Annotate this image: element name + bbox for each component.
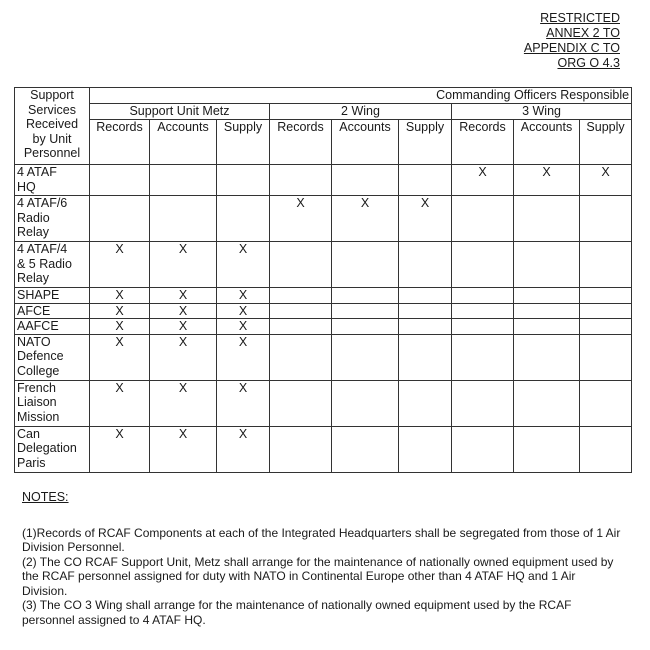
classification-line: RESTRICTED (540, 11, 620, 25)
responsibility-mark-cell (90, 165, 150, 196)
service-name-line: Can (17, 426, 40, 441)
responsibility-mark-cell (332, 165, 399, 196)
responsibility-mark-cell: X (217, 319, 270, 335)
subheader-records: Records (452, 120, 514, 165)
responsibility-mark-cell (580, 288, 632, 304)
service-name-line: Paris (17, 455, 46, 470)
services-header-line: by Unit (32, 131, 72, 146)
table-row (15, 196, 632, 242)
responsibility-mark-cell (580, 242, 632, 288)
responsibility-mark-cell (399, 165, 452, 196)
responsibility-mark-cell (332, 380, 399, 426)
appendix-line: APPENDIX C TO (523, 41, 620, 55)
responsibility-mark-cell: X (150, 334, 217, 380)
responsibility-mark-cell (452, 426, 514, 472)
note-3: (3) The CO 3 Wing shall arrange for the maintenance of nationally owned equipment used by the RCAF personnel assigned to 4 ATAF HQ. (22, 598, 572, 627)
service-name-cell (15, 288, 90, 304)
responsibility-mark-cell (452, 380, 514, 426)
responsibility-mark-cell: X (90, 380, 150, 426)
responsibility-mark-cell: X (90, 319, 150, 335)
responsibility-mark-cell: X (217, 334, 270, 380)
service-name-cell (15, 165, 90, 196)
responsibility-mark-cell: X (217, 303, 270, 319)
responsibility-mark-cell (452, 242, 514, 288)
responsibility-mark-cell (270, 303, 332, 319)
responsibility-mark-cell (332, 426, 399, 472)
responsibility-mark-cell: X (150, 303, 217, 319)
responsibility-mark-cell: X (150, 380, 217, 426)
responsibility-mark-cell: X (150, 319, 217, 335)
service-name-line: NATO (17, 334, 51, 349)
subheader-accounts: Accounts (150, 120, 217, 165)
service-name-line: HQ (17, 179, 36, 194)
responsibility-mark-cell: X (270, 196, 332, 242)
service-name-line: AFCE (17, 303, 51, 318)
responsibility-mark-cell (270, 288, 332, 304)
responsibility-mark-cell: X (217, 288, 270, 304)
service-name-line: 4 ATAF/4 (17, 242, 68, 256)
services-header-line: Personnel (23, 146, 81, 160)
services-header-line: Support (30, 88, 74, 102)
responsibility-mark-cell (270, 165, 332, 196)
table-row (15, 334, 632, 380)
services-header-line: Received (25, 117, 79, 131)
responsibility-mark-cell: X (217, 426, 270, 472)
responsibility-mark-cell (514, 334, 580, 380)
service-name-line: AAFCE (17, 319, 59, 333)
responsibility-mark-cell (452, 319, 514, 335)
service-name-line: Delegation (17, 441, 77, 455)
service-name-line: Relay (17, 271, 49, 285)
responsibility-mark-cell (399, 319, 452, 335)
responsibility-mark-cell (514, 242, 580, 288)
subheader-records: Records (270, 120, 332, 165)
note-2: (2) The CO RCAF Support Unit, Metz shall arrange for the maintenance of nationally owned equipment used by the RCAF personnel assigned for duty with NATO in Continental Europe other than 4 ATAF HQ and 1 Air Division. (22, 554, 614, 598)
annex-line: ANNEX 2 TO (546, 26, 620, 40)
service-name-line: 4 ATAF (17, 165, 57, 179)
table-row (15, 380, 632, 426)
responsibility-mark-cell (332, 319, 399, 335)
responsibility-mark-cell (399, 242, 452, 288)
note-1: (1)Records of RCAF Components at each of the Integrated Headquarters shall be segregated from those of 1 Air Division Personnel. (22, 525, 621, 554)
responsibility-mark-cell (580, 303, 632, 319)
responsibility-mark-cell (452, 334, 514, 380)
subheader-accounts: Accounts (332, 120, 399, 165)
responsibility-table (14, 87, 632, 473)
service-name-cell (15, 426, 90, 472)
responsibility-mark-cell (332, 334, 399, 380)
subheader-accounts: Accounts (514, 120, 580, 165)
responsibility-mark-cell (270, 426, 332, 472)
responsibility-mark-cell (514, 426, 580, 472)
responsibility-mark-cell (270, 319, 332, 335)
subheader-records: Records (90, 120, 150, 165)
subheader-supply: Supply (580, 120, 632, 165)
responsibility-mark-cell: X (90, 242, 150, 288)
group-header-3-wing: 3 Wing (452, 104, 632, 120)
responsibility-mark-cell: X (217, 242, 270, 288)
table-row (15, 242, 632, 288)
responsibility-mark-cell (270, 334, 332, 380)
service-name-line: Mission (17, 409, 60, 424)
responsibility-mark-cell (217, 165, 270, 196)
responsibility-mark-cell (270, 380, 332, 426)
responsibility-mark-cell (580, 196, 632, 242)
responsibility-mark-cell: X (90, 303, 150, 319)
table-row (15, 319, 632, 335)
service-name-line: SHAPE (17, 288, 60, 302)
responsibility-mark-cell (399, 288, 452, 304)
responsibility-mark-cell (514, 319, 580, 335)
subheader-supply: Supply (217, 120, 270, 165)
classification-header (524, 11, 620, 71)
table-row (15, 426, 632, 472)
service-name-cell (15, 319, 90, 335)
service-name-cell (15, 334, 90, 380)
responsibility-mark-cell: X (580, 165, 632, 196)
responsibility-mark-cell (514, 303, 580, 319)
services-column-header (15, 88, 90, 165)
notes-title: NOTES: (22, 490, 69, 504)
service-name-cell (15, 303, 90, 319)
service-name-line: Defence (17, 349, 64, 363)
responsibility-mark-cell: X (332, 196, 399, 242)
table-row (15, 303, 632, 319)
service-name-line: College (17, 363, 60, 378)
responsibility-mark-cell: X (150, 426, 217, 472)
service-name-cell (15, 380, 90, 426)
services-header-line: Services (28, 102, 76, 117)
group-header-support-unit-metz: Support Unit Metz (90, 104, 270, 120)
responsibility-mark-cell: X (90, 288, 150, 304)
responsibility-mark-cell (270, 242, 332, 288)
table-row (15, 165, 632, 196)
service-name-line: & 5 Radio (17, 256, 72, 271)
responsibility-mark-cell: X (90, 334, 150, 380)
service-name-line: 4 ATAF/6 (17, 196, 68, 210)
responsibility-mark-cell: X (452, 165, 514, 196)
group-header-2-wing: 2 Wing (270, 104, 452, 120)
responsibility-mark-cell (514, 196, 580, 242)
notes-section (22, 490, 622, 627)
service-name-line: Relay (17, 225, 49, 239)
responsibility-mark-cell (452, 288, 514, 304)
responsibility-mark-cell: X (90, 426, 150, 472)
responsibility-mark-cell (332, 288, 399, 304)
responsibility-mark-cell (580, 426, 632, 472)
responsibility-mark-cell (332, 242, 399, 288)
commanding-officers-header: Commanding Officers Responsible (90, 88, 632, 104)
responsibility-mark-cell (332, 303, 399, 319)
responsibility-mark-cell (399, 380, 452, 426)
responsibility-mark-cell (514, 380, 580, 426)
responsibility-mark-cell: X (514, 165, 580, 196)
responsibility-mark-cell (452, 196, 514, 242)
responsibility-mark-cell: X (399, 196, 452, 242)
responsibility-mark-cell (217, 196, 270, 242)
responsibility-mark-cell (150, 165, 217, 196)
subheader-supply: Supply (399, 120, 452, 165)
responsibility-mark-cell (399, 334, 452, 380)
service-name-cell (15, 242, 90, 288)
responsibility-mark-cell: X (150, 242, 217, 288)
service-name-cell (15, 196, 90, 242)
responsibility-mark-cell (514, 288, 580, 304)
service-name-line: Radio (17, 210, 50, 225)
responsibility-mark-cell (580, 334, 632, 380)
order-reference-line: ORG O 4.3 (557, 56, 620, 70)
responsibility-mark-cell (399, 426, 452, 472)
responsibility-mark-cell (452, 303, 514, 319)
table-row (15, 288, 632, 304)
service-name-line: Liaison (17, 395, 57, 409)
responsibility-mark-cell (580, 380, 632, 426)
responsibility-mark-cell (150, 196, 217, 242)
responsibility-mark-cell (580, 319, 632, 335)
responsibility-mark-cell: X (217, 380, 270, 426)
responsibility-mark-cell (90, 196, 150, 242)
responsibility-mark-cell: X (150, 288, 217, 304)
service-name-line: French (17, 380, 56, 395)
responsibility-mark-cell (399, 303, 452, 319)
